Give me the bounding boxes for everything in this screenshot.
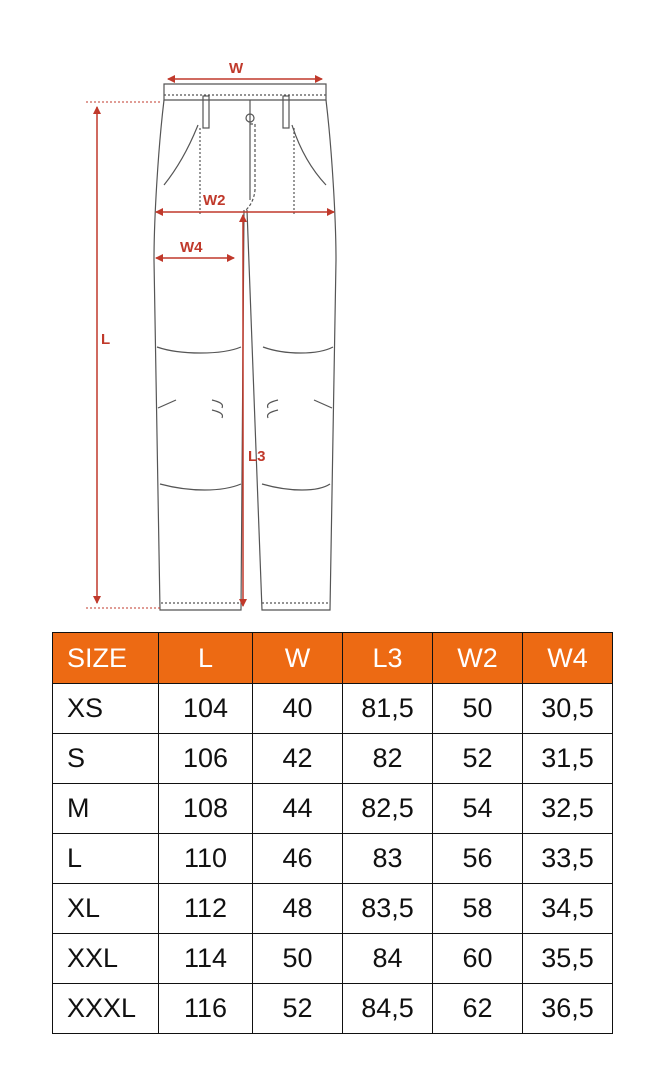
cell-w2: 62 <box>433 984 523 1034</box>
header-l3: L3 <box>343 633 433 684</box>
cell-l: 112 <box>159 884 253 934</box>
table-row <box>53 784 613 834</box>
dimension-labels <box>101 60 266 465</box>
cell-w4: 33,5 <box>523 834 613 884</box>
cell-w4: 31,5 <box>523 734 613 784</box>
cell-size: XXL <box>53 934 159 984</box>
cell-w2: 60 <box>433 934 523 984</box>
cell-size: M <box>53 784 159 834</box>
cell-w2: 58 <box>433 884 523 934</box>
cell-w: 52 <box>253 984 343 1034</box>
table-row <box>53 834 613 884</box>
cell-w4: 34,5 <box>523 884 613 934</box>
header-w2: W2 <box>433 633 523 684</box>
cell-l: 110 <box>159 834 253 884</box>
cell-w2: 52 <box>433 734 523 784</box>
cell-size: L <box>53 834 159 884</box>
dimension-lines <box>86 79 334 608</box>
header-w4: W4 <box>523 633 613 684</box>
cell-w: 40 <box>253 684 343 734</box>
cell-l: 116 <box>159 984 253 1034</box>
cell-w2: 50 <box>433 684 523 734</box>
cell-l3: 82,5 <box>343 784 433 834</box>
cell-w2: 56 <box>433 834 523 884</box>
table-header-row <box>53 633 613 684</box>
cell-w: 46 <box>253 834 343 884</box>
cell-size: XL <box>53 884 159 934</box>
header-size: SIZE <box>53 633 159 684</box>
label-w: W <box>229 60 244 77</box>
table-row <box>53 734 613 784</box>
cell-l3: 84,5 <box>343 984 433 1034</box>
label-l3: L3 <box>248 448 266 465</box>
table-row <box>53 684 613 734</box>
cell-w4: 30,5 <box>523 684 613 734</box>
size-table <box>52 632 613 1034</box>
cell-w4: 35,5 <box>523 934 613 984</box>
cell-l3: 83,5 <box>343 884 433 934</box>
cell-size: XS <box>53 684 159 734</box>
cell-l3: 81,5 <box>343 684 433 734</box>
header-l: L <box>159 633 253 684</box>
cell-l3: 82 <box>343 734 433 784</box>
cell-size: XXXL <box>53 984 159 1034</box>
cell-l3: 84 <box>343 934 433 984</box>
cell-w: 50 <box>253 934 343 984</box>
cell-l3: 83 <box>343 834 433 884</box>
cell-l: 108 <box>159 784 253 834</box>
label-w4: W4 <box>180 239 203 256</box>
header-w: W <box>253 633 343 684</box>
cell-l: 114 <box>159 934 253 984</box>
cell-w4: 36,5 <box>523 984 613 1034</box>
table-row <box>53 934 613 984</box>
table-row <box>53 984 613 1034</box>
cell-w: 44 <box>253 784 343 834</box>
label-w2: W2 <box>203 192 226 209</box>
label-l: L <box>101 331 111 348</box>
trousers-outline <box>154 84 336 610</box>
cell-w: 48 <box>253 884 343 934</box>
cell-l: 106 <box>159 734 253 784</box>
cell-size: S <box>53 734 159 784</box>
cell-w2: 54 <box>433 784 523 834</box>
cell-w4: 32,5 <box>523 784 613 834</box>
cell-w: 42 <box>253 734 343 784</box>
table-row <box>53 884 613 934</box>
cell-l: 104 <box>159 684 253 734</box>
